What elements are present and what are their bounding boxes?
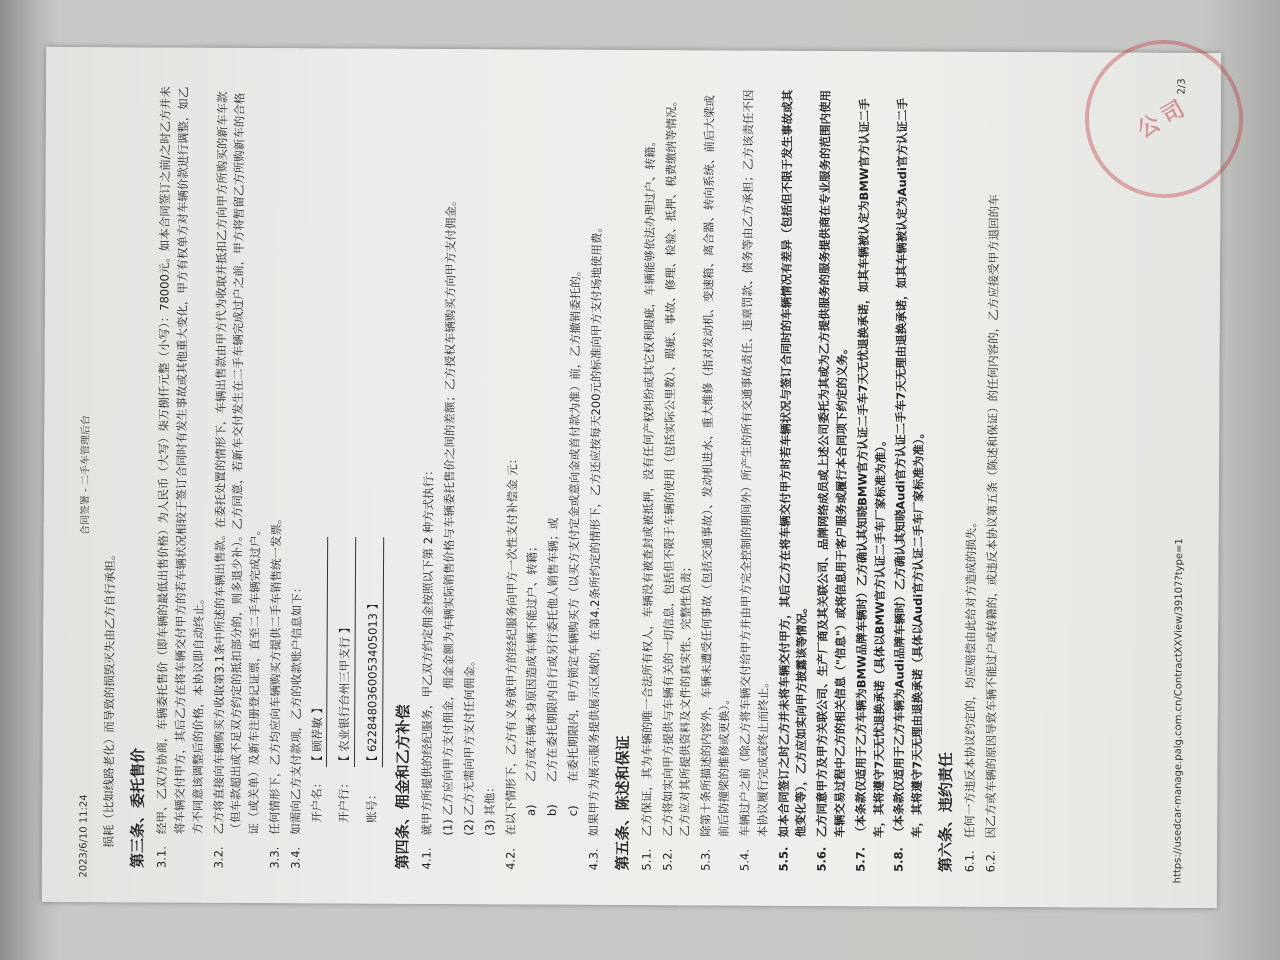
clause-5-7: 5.7. （本条款仅适用于乙方车辆为BMW品牌车辆时）乙方确认其知晓BMW官方认证二手车7天无忧退换承诺，如其车辆被认定为BMW官方认证二手车，其将遵守7天无忧退换承诺（具体以BMW官方认证二手车厂家标准为准）。 — [852, 84, 892, 871]
clause-5-7-text: （本条款仅适用于乙方车辆为BMW品牌车辆时）乙方确认其知晓BMW官方认证二手车7天无忧退换承诺，如其车辆被认定为BMW官方认证二手车，其将遵守7天无忧退换承诺（具体以BMW官方认证二手车厂家标准为准）。 — [852, 97, 887, 838]
clause-4-2-b: b) 乙方在委托期限内自行或另行委托他人销售车辆；或 — [543, 83, 565, 870]
clause-5-8: 5.8. （本条款仅适用于乙方车辆为Audi品牌车辆时）乙方确认其知晓Audi官方认证二手车7天无理由退换承诺，如其车辆被认定为Audi官方认证二手车，其将遵守7天无理由退换承诺（具体以Audi官方认证二手车厂家标准为准）。 — [890, 84, 930, 871]
clause-4-2-a: a) 乙方或车辆本身原因造成车辆不能过户、转籍； — [522, 82, 544, 869]
clause-4-1-option-1: (1) 乙方应向甲方支付佣金，佣金金额为车辆实际销售价格与车辆委托售价之间的差额；乙方授权车辆购买方向甲方支付佣金。 — [440, 194, 458, 836]
print-title: 合同签署 - 二手车管理后台 — [79, 414, 92, 535]
clause-6-2: 6.2. 因乙方或车辆的原因导致车辆不能过户或转籍的，或违反本协议第五条（陈述和保证）的任何内容的，乙方应接受甲方退回的车 — [982, 85, 1004, 872]
clause-4-2-text: 在以下情形下，乙方有义务就甲方的经纪服务向甲方一次性支付补偿金 元： — [502, 452, 519, 836]
bank-account-value: 【 6228480360053405013 】 — [364, 537, 384, 767]
clause-5-6-text: 乙方同意甲方及甲方关联公司、生产厂商及其关联公司、品牌网络成员或上述公司委托为其或为乙方提供服务的服务提供商在专业服务的范围内使用车辆交易过程中乙方的相关信息（"信息"）或将信息用于客户服务或履行本合同项下约定的义务。 — [814, 89, 849, 838]
clause-4-2-a-text: 乙方或车辆本身原因造成车辆不能过户、转籍； — [523, 539, 539, 782]
bank-row — [308, 81, 331, 822]
bank-branch-value: 【 农业银行台州三甲支行 】 — [336, 536, 356, 766]
bank-info — [308, 81, 387, 868]
section-4-title: 第四条、佣金和乙方补偿 — [392, 703, 412, 869]
clause-4-2: 4.2. 在以下情形下，乙方有义务就甲方的经纪服务向甲方一次性支付补偿金 元： — [501, 82, 523, 869]
print-date: 2023/6/10 11:24 — [77, 793, 90, 878]
section-6-title: 第六条、违约责任 — [935, 751, 955, 872]
clause-5-2: 5.2. 乙方将如实向甲方提供与车辆有关的一切信息，包括但不限于车辆的使用（包括实际公里数）、瑕疵、事故、修理、检验、抵押、税费缴纳等情况。乙方应对其所提供资料及文件的真实性、完整性负责； — [659, 83, 699, 870]
document-sheet — [42, 47, 1221, 908]
clause-4-3: 4.3. 如果甲方为展示服务提供展示区域的，在第4.2条所约定的情形下，乙方还应按每天200元的标准向甲方支付场地使用费。 — [585, 83, 607, 870]
clause-5-5: 5.5. 如本合同签订之时乙方并未将车辆交付甲方，其后乙方在将车辆交付甲方时若车辆状况与签订合同时的车辆情况有差异（包括但不限于发生事故或其他变化等），乙方应如实向甲方披露该等情况。 — [774, 84, 814, 871]
bank-account-label: 账号： — [364, 788, 379, 823]
clause-5-1-text: 乙方保证，其为车辆的唯一合法所有权人，车辆没有被查封或被抵押，没有任何产权纠纷或其它权利瑕疵，车辆能够依法办理过户、转籍。 — [638, 134, 657, 837]
bank-row — [363, 82, 386, 823]
contract-body — [100, 80, 1007, 872]
clause-3-4: 3.4. 如需向乙方支付款项，乙方的收款账户信息如下： — [287, 81, 309, 868]
clause-4-1-text: 就甲方所提供的经纪服务，甲乙双方约定佣金按照以下第 2 种方式执行： — [419, 463, 436, 835]
company-seal-stamp: 公司 — [1056, 11, 1272, 227]
clause-4-1-option-3: (3) 其他： — [481, 780, 497, 836]
clause-5-1: 5.1. 乙方保证，其为车辆的唯一合法所有权人，车辆没有被查封或被抵押，没有任何产权纠纷或其它权利瑕疵，车辆能够依法办理过户、转籍。 — [638, 83, 660, 870]
intro-text: 损耗（比如线路老化）而导致的损毁灭失由乙方自行承担。 — [101, 548, 117, 848]
clause-5-5-text: 如本合同签订之时乙方并未将车辆交付甲方，其后乙方在将车辆交付甲方时若车辆状况与签订合同时的车辆情况有差异（包括但不限于发生事故或其他变化等），乙方应如实向甲方披露该等情况。 — [775, 89, 809, 837]
clause-5-3-text: 除第十条所描述的内容外，车辆未遭受任何事故（包括交通事故）、发动机进水、重大维修（指对发动机、变速箱、离合器、转向系统、前后大梁或前后防撞梁的维修或更换）。 — [698, 94, 731, 837]
page-number: 2/3 — [1176, 77, 1188, 94]
clause-6-1: 6.1. 任何一方违反本协议约定的，均应赔偿由此给对方造成的损失。 — [961, 85, 983, 872]
clause-3-4-text: 如需向乙方支付款项，乙方的收款账户信息如下： — [287, 581, 304, 835]
page-footer — [1170, 78, 1190, 883]
clause-4-3-text: 如果甲方为展示服务提供展示区域的，在第4.2条所约定的情形下，乙方还应按每天200元的标准向甲方支付场地使用费。 — [585, 220, 604, 836]
bank-row — [336, 81, 359, 822]
section-5-title: 第五条、陈述和保证 — [612, 734, 632, 871]
clause-5-2-text: 乙方将如实向甲方提供与车辆有关的一切信息，包括但不限于车辆的使用（包括实际公里数）、瑕疵、事故、修理、检验、抵押、税费缴纳等情况。乙方应对其所提供资料及文件的真实性、完整性负责； — [659, 94, 694, 837]
clause-5-6: 5.6. 乙方同意甲方及甲方关联公司、生产厂商及其关联公司、品牌网络成员或上述公司委托为其或为乙方提供服务的服务提供商在专业服务的范围内使用车辆交易过程中乙方的相关信息（"信息"）或将信息用于客户服务或履行本合同项下约定的义务。 — [813, 84, 853, 871]
clause-3-3: 3.3. 任何情形下，乙方均应向车辆购买方提供二手车销售统一发票。 — [266, 81, 288, 868]
clause-3-1-text: 经甲、乙双方协商，车辆委托售价（即车辆的最低出售价格）为人民币（大写）柒万捌仟元整（小写）：78000元。如本合同签订之前/之时乙方并未将车辆交付甲方，其后乙方在将车辆交付甲方的若车辆状况相较于签订合同时有发生事故或其他重大变化，甲方有权单方对车辆价款进行调整，如乙方不同意该调整后的价格，本协议即自动终止。 — [154, 85, 206, 834]
clause-5-8-text: （本条款仅适用于乙方车辆为Audi品牌车辆时）乙方确认其知晓Audi官方认证二手车7天无理由退换承诺，如其车辆被认定为Audi官方认证二手车，其将遵守7天无理由退换承诺（具体以Audi官方认证二手车厂家标准为准）。 — [891, 97, 926, 838]
clause-3-2: 3.2. 乙方将直接向车辆购买方收取第3.1条中所述的车辆出售款。在委托处置的情形下，车辆出售款由甲方代为收取并抵扣乙方向甲方所购买的新车车款（但车款超出或不足双方约定的抵扣部分的，则多退少补）。乙方同意，若新车交付发生在二手车辆完成过户之前，甲方将暂留乙方所购新车的合格证（或关单）及新车注册登记证票，直至二手车辆完成过户。 — [209, 81, 267, 868]
bank-branch-label: 开户行： — [336, 776, 351, 823]
clause-4-2-b-text: 乙方在委托期限内自行或另行委托他人销售车辆；或 — [544, 517, 560, 782]
clause-3-2-text: 乙方将直接向车辆购买方收取第3.1条中所述的车辆出售款。在委托处置的情形下，车辆出售款由甲方代为收取并抵扣乙方向甲方所购买的新车车款（但车款超出或不足双方约定的抵扣部分的，则多退少补）。乙方同意，若新车交付发生在二手车辆完成过户之前，甲方将暂留乙方所购新车的合格证（或关单）及新车注册登记证票，直至二手车辆完成过户。 — [210, 91, 262, 835]
bank-name-value: 【 顾荐敏 】 — [308, 536, 328, 766]
clause-4-1: 4.1. 就甲方所提供的经纪服务，甲乙双方约定佣金按照以下第 2 种方式执行： — [418, 82, 440, 869]
clause-3-3-text: 任何情形下，乙方均应向车辆购买方提供二手车销售统一发票。 — [267, 512, 283, 835]
clause-4-2-c-text: 在委托期限内，甲方锁定车辆购买方（以买方支付定金或意向金或首付款为准）前，乙方撤销委托的。 — [565, 264, 583, 782]
clause-3-1: 3.1. 经甲、乙双方协商，车辆委托售价（即车辆的最低出售价格）为人民币（大写）柒万捌仟元整（小写）：78000元。如本合同签订之前/之时乙方并未将车辆交付甲方，其后乙方在将车辆交付甲方的若车辆状况相较于签订合同时有发生事故或其他重大变化，甲方有权单方对车辆价款进行调整，如乙方不同意该调整后的价格，本协议即自动终止。 — [153, 81, 211, 868]
clause-6-1-text: 任何一方违反本协议约定的，均应赔偿由此给对方造成的损失。 — [962, 515, 979, 838]
page-header — [76, 72, 96, 877]
clause-5-4: 5.4. 车辆过户之前（除乙方将车辆交付给甲方并由甲方完全控制的期间外）所产生的所有交通事故责任、违章罚款、债务等由乙方承担；乙方该责任不因本协议履行完成或终止而终止。 — [736, 84, 776, 871]
clause-6-2-text: 因乙方或车辆的原因导致车辆不能过户或转籍的，或违反本协议第五条（陈述和保证）的任何内容的，乙方应接受甲方退回的车 — [983, 193, 1001, 838]
print-url: https://usedcar-manage.palg.com.cn/ContractXXView/39107?type=1 — [1171, 537, 1185, 883]
clause-4-2-c: c) 在委托期限内，甲方锁定车辆购买方（以买方支付定金或意向金或首付款为准）前，乙方撤销委托的。 — [564, 83, 586, 870]
clause-4-1-option-2: (2) 乙方无需向甲方支付任何佣金。 — [461, 654, 476, 836]
section-3-title: 第三条、委托售价 — [127, 747, 147, 868]
contract-page — [70, 52, 1194, 903]
bank-name-label: 开户名： — [308, 776, 323, 823]
clause-5-4-text: 车辆过户之前（除乙方将车辆交付给甲方并由甲方完全控制的期间外）所产生的所有交通事故责任、违章罚款、债务等由乙方承担；乙方该责任不因本协议履行完成或终止而终止。 — [736, 89, 770, 837]
clause-5-3: 5.3. 除第十条所描述的内容外，车辆未遭受任何事故（包括交通事故）、发动机进水、重大维修（指对发动机、变速箱、离合器、转向系统、前后大梁或前后防撞梁的维修或更换）。 — [697, 83, 737, 870]
